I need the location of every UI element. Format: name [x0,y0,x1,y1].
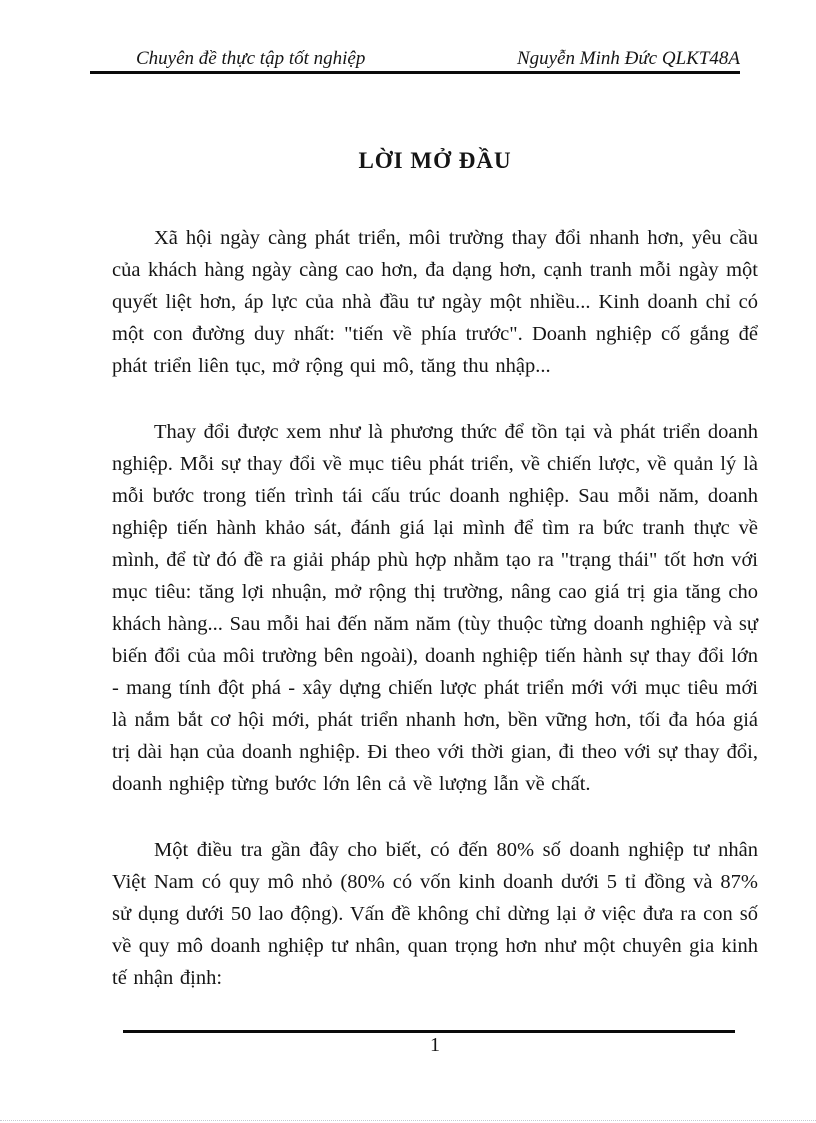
header-course-title: Chuyên đề thực tập tốt nghiệp [136,48,366,69]
paragraph-intro-change: Xã hội ngày càng phát triển, môi trường thay đổi nhanh hơn, yêu cầu của khách hàng ngày càng cao hơn, đa dạng hơn, cạnh tranh mỗi ngày một quyết liệt hơn, áp lực của nhà đầu tư ngày một nhiều... Kinh doanh chỉ có một con đường duy nhất: "tiến về phía trước". Doanh nghiệp cố gắng để phát triển liên tục, mở rộng qui mô, tăng thu nhập... [112,227,758,377]
paragraph-survey-statistics: Một điều tra gần đây cho biết, có đến 80% số doanh nghiệp tư nhân Việt Nam có quy mô nhỏ (80% có vốn kinh doanh dưới 5 tỉ đồng và 87% sử dụng dưới 50 lao động). Vấn đề không chỉ dừng lại ở việc đưa ra con số về quy mô doanh nghiệp tư nhân, quan trọng hơn như một chuyên gia kinh tế nhận định: [112,839,758,989]
paragraph-restructuring: Thay đổi được xem như là phương thức để tồn tại và phát triển doanh nghiệp. Mỗi sự thay đổi về mục tiêu phát triển, về chiến lược, về quản lý là mỗi bước trong tiến trình tái cấu trúc doanh nghiệp. Sau mỗi năm, doanh nghiệp tiến hành khảo sát, đánh giá lại mình để tìm ra bức tranh thực về mình, để từ đó đề ra giải pháp phù hợp nhằm tạo ra "trạng thái" tốt hơn với mục tiêu: tăng lợi nhuận, mở rộng thị trường, nâng cao giá trị gia tăng cho khách hàng... Sau mỗi hai đến năm năm (tùy thuộc từng doanh nghiệp và sự biến đổi của môi trường bên ngoài), doanh nghiệp tiến hành sự thay đổi lớn - mang tính đột phá - xây dựng chiến lược phát triển mới với mục tiêu mới là nắm bắt cơ hội mới, phát triển nhanh hơn, bền vững hơn, tối đa hóa giá trị dài hạn của doanh nghiệp. Đi theo với thời gian, đi theo với sự thay đổi, doanh nghiệp từng bước lớn lên cả về lượng lẫn về chất. [112,421,758,795]
footer-rule [123,1030,735,1033]
page-header [90,48,740,70]
document-body [112,222,758,994]
page-boundary-line [0,1120,816,1121]
header-rule [90,71,740,74]
document-title: LỜI MỞ ĐẦU [358,148,512,173]
page-number: 1 [430,1034,440,1056]
header-author-name: Nguyễn Minh Đức QLKT48A [516,48,740,69]
